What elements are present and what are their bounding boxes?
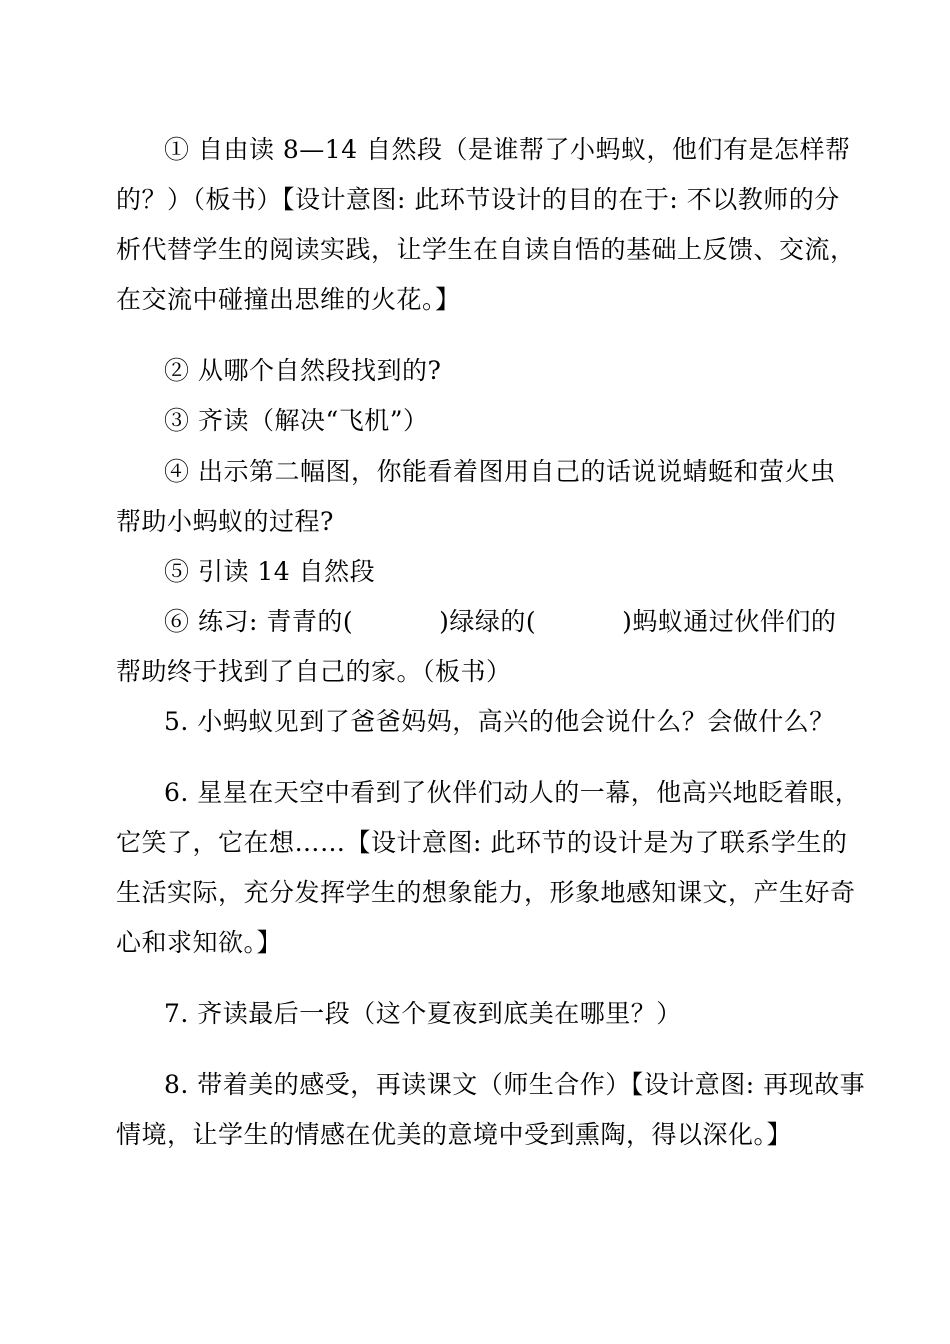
text-line-7: ④ 出示第二幅图，你能看着图用自己的话说说蜻蜓和萤火虫: [164, 457, 836, 486]
text-line-8: 帮助小蚂蚁的过程?: [116, 507, 334, 536]
text-line-2: 的？）（板书）【设计意图: 此环节设计的目的在于: 不以教师的分: [116, 185, 840, 214]
text-line-9: ⑤ 引读 14 自然段: [164, 557, 376, 586]
exercise-part-2: )绿绿的(: [439, 607, 537, 636]
text-line-15: 心和求知欲。】: [116, 928, 283, 957]
exercise-part-3: )蚂蚁通过伙伴们的: [622, 607, 837, 636]
text-line-4: 在交流中碰撞出思维的火花。】: [116, 285, 461, 314]
text-line-14: 生活实际，充分发挥学生的想象能力，形象地感知课文，产生好奇: [116, 878, 856, 907]
text-line-1: ① 自由读 8—14 自然段（是谁帮了小蚂蚁，他们有是怎样帮: [164, 135, 851, 164]
text-line-10: 帮助终于找到了自己的家。（板书）: [116, 657, 512, 686]
text-line-11: 5. 小蚂蚁见到了爸爸妈妈，高兴的他会说什么？会做什么？: [164, 707, 835, 736]
text-line-17: 8. 带着美的感受，再读课文（师生合作）【设计意图: 再现故事: [164, 1070, 866, 1099]
text-line-3: 析代替学生的阅读实践，让学生在自读自悟的基础上反馈、交流，: [116, 235, 856, 264]
text-line-6: ③ 齐读（解决“飞机”）: [164, 406, 429, 435]
text-line-16: 7. 齐读最后一段（这个夏夜到底美在哪里？）: [164, 999, 682, 1028]
text-line-5: ② 从哪个自然段找到的?: [164, 356, 442, 385]
exercise-line: [164, 605, 840, 639]
text-line-18: 情境，让学生的情感在优美的意境中受到熏陶，得以深化。】: [116, 1120, 793, 1149]
exercise-part-1: ⑥ 练习: 青青的(: [164, 607, 354, 636]
text-line-12: 6. 星星在天空中看到了伙伴们动人的一幕，他高兴地眨着眼，: [164, 778, 861, 807]
text-line-13: 它笑了，它在想……【设计意图: 此环节的设计是为了联系学生的: [116, 828, 848, 857]
